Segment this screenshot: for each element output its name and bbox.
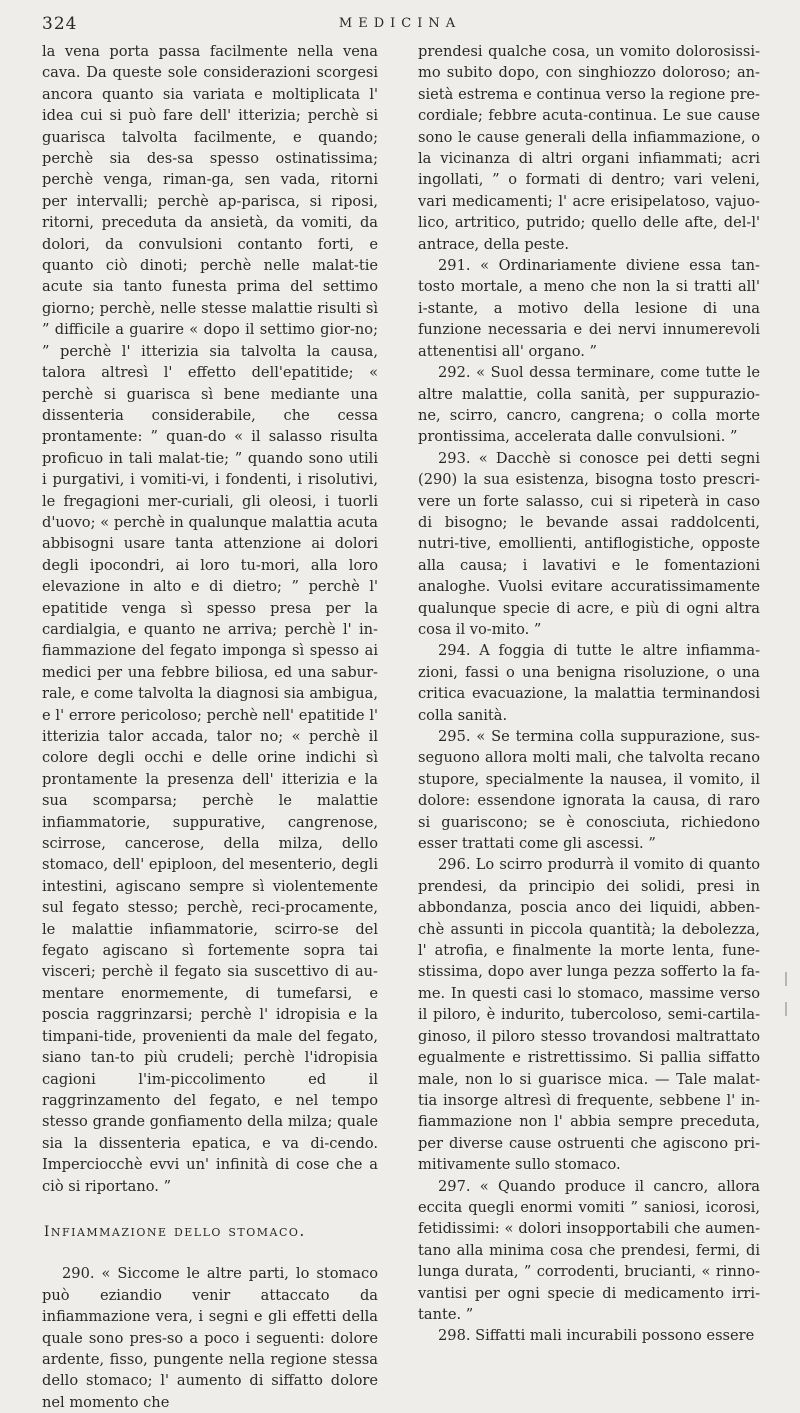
section-heading-initial: I (44, 1223, 51, 1240)
paragraph-291: 291. « Ordinariamente diviene essa tan-tosto mortale, a meno che non la si tratti all' i-stante, a motivo della lesione di una funzione necessaria e dei nervi innumerevoli attenentisi all' organo. ” (418, 257, 760, 360)
paragraph-295: 295. « Se termina colla suppurazione, sus-seguono allora molti mali, che talvolta recano stupore, specialmente la nausea, il vomito, il dolore: essendone ignorata la causa, di raro si guariscono; se è conosciuta, richiedono esser trattati come gli ascessi. ” (418, 728, 760, 853)
margin-mark (785, 1002, 787, 1016)
paragraph-292: 292. « Suol dessa terminare, come tutte le altre malattie, colla sanità, per suppurazio-ne, scirro, cancro, cangrena; o colla morte prontissima, accelerata dalle convulsioni. ” (418, 364, 760, 446)
left-column (42, 41, 378, 1413)
section-heading (42, 1221, 378, 1243)
paragraph-290: 290. « Siccome le altre parti, lo stomaco può eziandio venir attaccato da infiammazione vera, i segni e gli effetti della quale sono pres-so a poco i seguenti: dolore ardente, fisso, pungente nella regione stessa dello stomaco; l' aumento di siffatto dolore nel momento che (42, 1265, 378, 1411)
paragraph-continued: la vena porta passa facilmente nella vena cava. Da queste sole considerazioni scorgesi ancora quanto sia variata e moltiplicata l' idea cui si può fare dell' itterizia; perchè si guarisca talvolta facilmente, e quando; perchè sia des-sa spesso ostinatissima; perchè venga, riman-ga, sen vada, ritorni per intervalli; perchè ap-parisca, si riposi, ritorni, preceduta da ansietà, da vomiti, da dolori, da convulsioni contanto forti, e quanto ciò dinoti; perchè nelle malat-tie acute sia tanto funesta prima del settimo giorno; perchè, nelle stesse malattie risulti sì ” difficile a guarire « dopo il settimo gior-no; ” perchè l' itterizia sia talvolta la causa, talora altresì l' effetto dell'epatitide; « perchè si guarisca sì bene mediante una dissenteria considerabile, che cessa prontamente: ” quan-do « il salasso risulta proficuo in tali malat-tie; ” quando sono utili i purgativi, i vomiti-vi, i fondenti, i risolutivi, le fregagioni mer-curiali, gli oleosi, i tuorli d'uovo; « perchè in qualunque malattia acuta abbisogni usare tanta attenzione ai dolori degli ipocondri, ai loro tu-mori, alla loro elevazione in alto e di dietro; ” perchè l' epatitide venga sì spesso presa per la cardialgia, e quanto ne arriva; perchè l' in-fiammazione del fegato imponga sì spesso ai medici per una febbre biliosa, ed una sabur-rale, e come talvolta la diagnosi sia ambigua, e l' errore pericoloso; perchè nell' epatitide l' itterizia talor accada, talor no; « perchè il colore degli occhi e delle orine indichi sì prontamente la presenza dell' itterizia e la sua scomparsa; perchè le malattie infiammatorie, suppurative, cangrenose, scirrose, cancerose, della milza, dello stomaco, dell' epiploon, del mesenterio, degli intestini, agiscano sempre sì violentemente sul fegato stesso; perchè, reci-procamente, le malattie infiammatorie, scirro-se del fegato agiscano sì fortemente sopra tai visceri; perchè il fegato sia suscettivo di au-mentare enormemente, di tumefarsi, e poscia raggrinzarsi; perchè l' idropisia e la timpani-tide, provenienti da male del fegato, siano tan-to più crudeli; perchè l'idropisia cagioni l'im-piccolimento ed il raggrinzamento del fegato, e nel tempo stesso grande gonfiamento della milza; quale sia la dissenteria epatica, e va di-cendo. Imperciocchè evvi un' infinità di cose che a ciò si riportano. ” (42, 43, 378, 1195)
paragraph-298: 298. Siffatti mali incurabili possono essere (438, 1327, 755, 1345)
paragraph-294: 294. A foggia di tutte le altre infiamma-zioni, fassi o una benigna risoluzione, o una critica evacuazione, la malattia terminandosi colla sanità. (418, 642, 760, 724)
margin-mark (785, 972, 787, 986)
page-number: 324 (42, 14, 78, 34)
running-title: MEDICINA (338, 16, 462, 31)
paragraph-293: 293. « Dacchè si conosce pei detti segni (290) la sua esistenza, bisogna tosto prescri-vere un forte salasso, cui si ripeterà in caso di bisogno; le bevande assai raddolcenti, nutri-tive, emollienti, antiflogistiche, opposte alla causa; i lavativi e le fomentazioni analoghe. Vuolsi evitare accuratissimamente qualunque specie di acre, e più di ogni altra cosa il vo-mito. ” (418, 449, 760, 638)
paragraph-296: 296. Lo scirro produrrà il vomito di quanto prendesi, da principio dei solidi, presi in abbondanza, poscia anco dei liquidi, abben-chè assunti in piccola quantità; la debolezza, l' atrofia, e finalmente la morte lenta, fune-stissima, dopo aver lunga pezza sofferto la fa-me. In questi casi lo stomaco, massime verso il piloro, è indurito, tubercoloso, semi-cartila-ginoso, il piloro stesso trovandosi maltrattato egualmente e ristrettissimo. Si pallia siffatto male, non lo si guarisce mica. — Tale malat-tia insorge altresì di frequente, sebbene l' in-fiammazione non l' abbia sempre preceduta, per diverse cause ostruenti che agiscono pri-mitivamente sullo stomaco. (418, 856, 760, 1174)
section-heading-text: nfiammazione dello stomaco. (50, 1221, 306, 1240)
paragraph-continued-right: prendesi qualche cosa, un vomito dolorosissi-mo subito dopo, con singhiozzo doloroso; an-sietà estrema e continua verso la regione pre-cordiale; febbre acuta-continua. Le sue cause sono le cause generali della infiammazione, o la vicinanza di altri organi infiammati; acri ingollati, ” o formati di dentro; vari veleni, vari medicamenti; l' acre erisipelatoso, vajuo-lico, artritico, putrido; quello delle afte, del-l' antrace, della peste. (418, 43, 760, 253)
paragraph-297: 297. « Quando produce il cancro, allora eccita quegli enormi vomiti ” saniosi, icorosi, fetidissimi: « dolori insopportabili che aumen-tano alla minima cosa che prendesi, fermi, di lunga durata, ” corrodenti, brucianti, « rinno-vantisi per ogni specie di medicamento irri-tante. ” (418, 1177, 760, 1323)
right-column (418, 41, 760, 1347)
